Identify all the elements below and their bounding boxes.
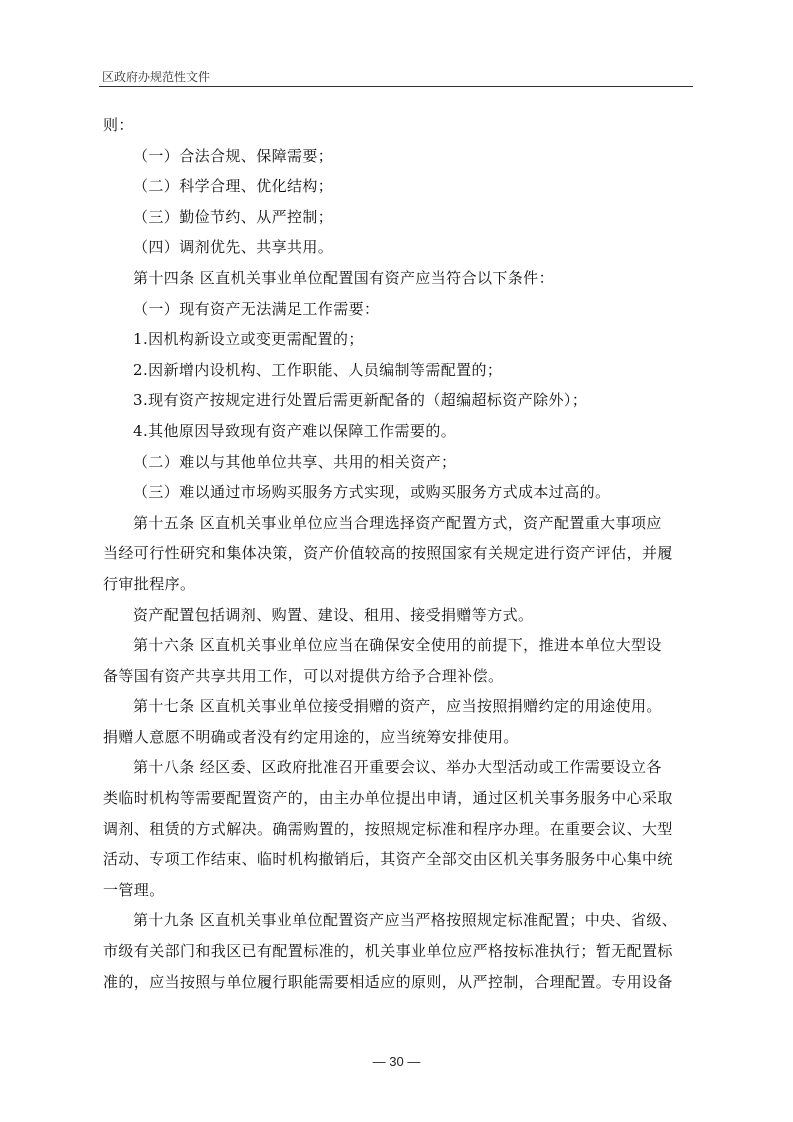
- text-line: 第十六条 区直机关事业单位应当在确保安全使用的前提下，推进本单位大型设: [133, 636, 662, 655]
- text-line: 第十四条 区直机关事业单位配置国有资产应当符合以下条件：: [133, 268, 554, 287]
- text-line: 资产配置包括调剂、购置、建设、租用、接受捐赠等方式。: [133, 605, 534, 624]
- text-line: 准的，应当按照与单位履行职能需要相适应的原则，从严控制，合理配置。专用设备: [103, 972, 673, 991]
- text-line: （二）难以与其他单位共享、共用的相关资产；: [133, 452, 457, 471]
- text-line: 第十五条 区直机关事业单位应当合理选择资产配置方式，资产配置重大事项应: [133, 513, 662, 532]
- text-line: （三）勤俭节约、从严控制；: [133, 207, 334, 226]
- text-line: 一管理。: [103, 880, 165, 899]
- page-header: [99, 68, 693, 87]
- text-line: 2.因新增内设机构、工作职能、人员编制等需配置的；: [133, 360, 503, 379]
- text-line: （一）现有资产无法满足工作需要：: [133, 299, 380, 318]
- text-line: （三）难以通过市场购买服务方式实现，或购买服务方式成本过高的。: [133, 483, 611, 502]
- page-number: — 30 —: [372, 1054, 421, 1069]
- text-line: 第十七条 区直机关事业单位接受捐赠的资产，应当按照捐赠约定的用途使用。: [133, 697, 662, 716]
- text-line: （一）合法合规、保障需要；: [133, 146, 334, 165]
- text-line: 第十八条 经区委、区政府批准召开重要会议、举办大型活动或工作需要设立各: [133, 758, 662, 777]
- text-line: 捐赠人意愿不明确或者没有约定用途的，应当统筹安排使用。: [103, 727, 519, 746]
- text-line: 行审批程序。: [103, 574, 196, 593]
- text-line: 市级有关部门和我区已有配置标准的，机关事业单位应严格按标准执行；暂无配置标: [103, 942, 673, 961]
- text-line: 4.其他原因导致现有资产难以保障工作需要的。: [133, 421, 457, 440]
- document-body: [103, 110, 693, 997]
- text-line: 备等国有资产共享共用工作，可以对提供方给予合理补偿。: [103, 666, 504, 685]
- text-line: 调剂、租赁的方式解决。确需购置的，按照规定标准和程序办理。在重要会议、大型: [103, 819, 673, 838]
- text-line: 第十九条 区直机关事业单位配置资产应当严格按照规定标准配置；中央、省级、: [133, 911, 678, 930]
- text-line: （二）科学合理、优化结构；: [133, 177, 334, 196]
- text-line: 活动、专项工作结束、临时机构撤销后，其资产全部交由区机关事务服务中心集中统: [103, 850, 673, 869]
- header-title: 区政府办规范性文件: [102, 70, 211, 84]
- text-line: 3.现有资产按规定进行处置后需更新配备的（超编超标资产除外）；: [133, 391, 588, 410]
- text-line: 当经可行性研究和集体决策，资产价值较高的按照国家有关规定进行资产评估，并履: [103, 544, 673, 563]
- text-line: 类临时机构等需要配置资产的，由主办单位提出申请，通过区机关事务服务中心采取: [103, 789, 673, 808]
- text-line: 则：: [103, 116, 134, 134]
- text-line: （四）调剂优先、共享共用。: [133, 238, 334, 257]
- text-line: 1.因机构新设立或变更需配置的；: [133, 330, 364, 349]
